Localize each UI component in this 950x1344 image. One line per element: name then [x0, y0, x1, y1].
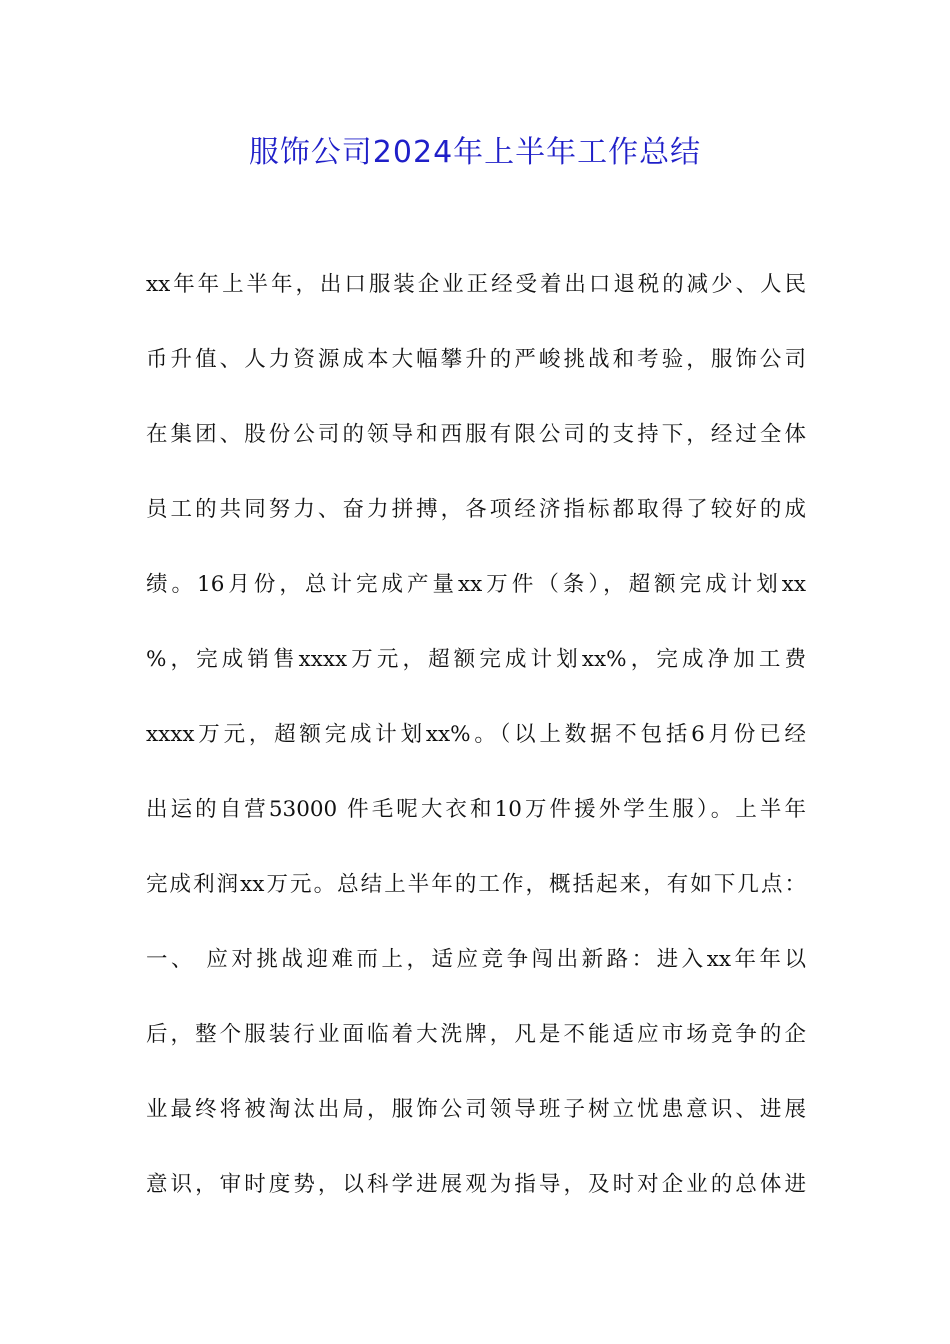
body-line: %，完成销售xxxx万元，超额完成计划xx%，完成净加工费	[146, 647, 806, 672]
body-line: 业最终将被淘汰出局，服饰公司领导班子树立忧患意识、进展	[146, 1097, 806, 1122]
document-body	[146, 262, 806, 1237]
body-line: 完成利润xx万元。总结上半年的工作，概括起来，有如下几点：	[146, 872, 806, 897]
body-line: 意识，审时度势，以科学进展观为指导，及时对企业的总体进	[146, 1172, 806, 1197]
body-line: xx年年上半年，出口服装企业正经受着出口退税的减少、人民	[146, 272, 806, 297]
body-line: 币升值、人力资源成本大幅攀升的严峻挑战和考验，服饰公司	[146, 347, 806, 372]
document-title: 服饰公司2024年上半年工作总结	[248, 135, 702, 170]
body-line: 在集团、股份公司的领导和西服有限公司的支持下，经过全体	[146, 422, 806, 447]
body-line: 一、 应对挑战迎难而上，适应竞争闯出新路：进入xx年年以	[146, 947, 806, 972]
body-line: 员工的共同努力、奋力拼搏，各项经济指标都取得了较好的成	[146, 497, 806, 522]
body-line: 后，整个服装行业面临着大洗牌，凡是不能适应市场竞争的企	[146, 1022, 806, 1047]
body-line: 出运的自营53000 件毛呢大衣和10万件援外学生服）。上半年	[146, 797, 806, 822]
body-line: xxxx万元，超额完成计划xx%。（以上数据不包括6月份已经	[146, 722, 806, 747]
body-line: 绩。16月份，总计完成产量xx万件（条），超额完成计划xx	[146, 572, 806, 597]
